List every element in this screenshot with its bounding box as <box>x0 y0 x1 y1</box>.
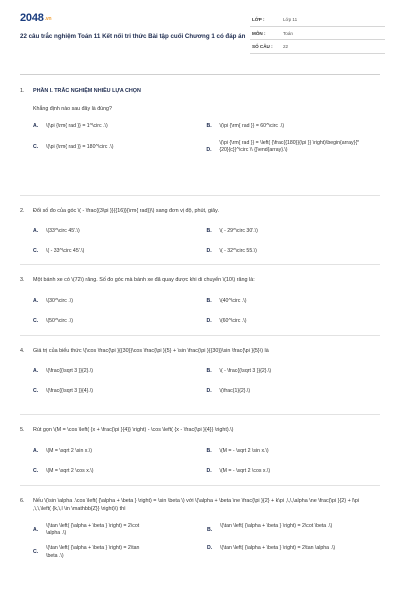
option-text: \(50^\circ .\) <box>46 317 73 324</box>
page-title: 22 câu trắc nghiệm Toán 11 Kết nối tri thức Bài tập cuối Chương 1 có đáp án <box>20 33 246 40</box>
option-a[interactable] <box>33 228 207 235</box>
question-stem: Một bánh xe có \(72\) răng. Số đo góc mà bánh xe đã quay được khi di chuyển \(10\) răng là: <box>33 277 255 283</box>
question-2 <box>20 196 380 264</box>
option-c[interactable] <box>33 388 207 395</box>
option-a[interactable] <box>33 523 207 537</box>
answer-options <box>20 368 380 395</box>
option-label: B. <box>206 447 212 454</box>
option-label: A. <box>33 527 39 533</box>
option-label: C. <box>33 549 39 556</box>
meta-value: Toán <box>283 30 293 36</box>
option-label: C. <box>33 144 39 151</box>
option-label: B. <box>206 123 212 129</box>
option-label: B. <box>206 367 212 374</box>
option-text: \(30^\circ .\) <box>46 297 73 304</box>
question-number: 5. <box>20 427 25 433</box>
site-logo[interactable]: 2048.vn <box>20 12 52 24</box>
option-b[interactable] <box>207 368 381 375</box>
option-row <box>33 298 380 305</box>
question-heading <box>20 277 380 285</box>
meta-row-grade <box>250 13 385 27</box>
option-text: \(\pi {\rm{ rad }} = 60^\circ .\) <box>219 123 285 129</box>
option-c[interactable] <box>33 140 206 154</box>
question-6 <box>20 486 380 560</box>
option-text: \(\tan \left( {\alpha + \beta } \right) = 2\cot \beta .\) <box>220 523 333 529</box>
option-text: \(\frac{{\sqrt 3 }}{4}.\) <box>46 387 94 394</box>
option-label: B. <box>206 297 212 304</box>
option-a[interactable] <box>33 298 207 305</box>
option-c[interactable] <box>33 468 207 475</box>
option-row <box>33 545 380 559</box>
option-a[interactable] <box>33 368 207 375</box>
option-text: \( - 33^\circ 45'.\) <box>46 247 85 254</box>
question-stem: Khẳng định nào sau đây là đúng? <box>33 105 112 112</box>
option-text: \(M = - \sqrt 2 \sin x.\) <box>219 447 269 454</box>
page-header <box>0 0 400 70</box>
option-b[interactable] <box>207 523 380 537</box>
question-number: 6. <box>20 498 25 504</box>
option-row <box>33 448 380 455</box>
option-text: \(\pi {\rm{ rad }} = 180^\circ .\) <box>46 144 114 151</box>
question-number: 3. <box>20 277 25 283</box>
question-stem: Rút gọn \(M = \cos \left( {x + \frac{\pi }{4}} \right) - \cos \left( {x - \frac{\pi }{4}} \right).\) <box>33 427 234 433</box>
meta-row-subject <box>250 27 385 41</box>
option-label: B. <box>207 527 213 533</box>
option-text: \( - \frac{{\sqrt 3 }}{2}.\) <box>219 367 272 374</box>
option-text: \(\pi {\rm{ rad }} = \left( {\frac{{180}}{\pi }} \right)\begin{array}{*{20}{c}}^\circ \\ {}\end{array}.\) <box>219 140 360 154</box>
option-label: C. <box>33 387 39 394</box>
option-text: \(40^\circ .\) <box>219 297 247 304</box>
option-text: \(\frac{{\sqrt 3 }}{2}.\) <box>46 367 94 374</box>
option-text: \(\tan \left( {\alpha + \beta } \right) = 2\tan \beta .\) <box>46 545 140 559</box>
meta-key: LỚP : <box>252 17 265 22</box>
question-number: 1. <box>20 88 25 94</box>
option-c[interactable] <box>33 545 207 559</box>
option-a[interactable] <box>33 123 207 130</box>
question-3 <box>20 265 380 335</box>
option-text: \(\pi {\rm{ rad }} = 1^\circ .\) <box>46 123 108 129</box>
option-label: D. <box>206 247 212 254</box>
question-5 <box>20 415 380 485</box>
option-label: C. <box>33 317 39 324</box>
answer-options <box>20 448 380 475</box>
question-stem: Đổi số đo của góc \( - \frac{{3\pi }}{{16}}{\rm{ rad}}\) sang đơn vị độ, phút, giây. <box>33 208 219 214</box>
answer-options <box>20 228 380 255</box>
header-divider <box>20 74 380 75</box>
option-label: A. <box>33 297 39 304</box>
option-b[interactable] <box>207 448 381 455</box>
option-label: D. <box>206 147 212 154</box>
question-4 <box>20 336 380 414</box>
option-text: \(33^\circ 45'.\) <box>46 227 80 234</box>
question-stem: Nếu \(\sin \alpha .\cos \left( {\alpha + \beta } \right) = \sin \beta \) với \(\alpha + \beta \ne \frac{\pi }{2} + k\pi ,\,\,\alpha \ne \frac{\pi }{2} + l\pi ,\,\,\left( {k,\,l \in \mathbb{Z}} \right)\) thì <box>33 498 360 512</box>
option-row <box>33 228 380 235</box>
option-row <box>33 318 380 325</box>
quiz-meta-table <box>250 13 385 54</box>
meta-key: SỐ CÂU : <box>252 44 273 49</box>
option-label: A. <box>33 447 39 454</box>
option-label: A. <box>33 227 39 234</box>
option-text: \(\tan \left( {\alpha + \beta } \right) = 2\cot \alpha .\) <box>46 523 140 537</box>
option-c[interactable] <box>33 248 207 255</box>
option-b[interactable] <box>207 298 381 305</box>
option-text: \( - 32^\circ 55.\) <box>219 247 257 254</box>
option-d[interactable] <box>207 248 381 255</box>
option-d[interactable] <box>207 388 381 395</box>
option-row <box>33 388 380 395</box>
question-heading <box>20 498 380 513</box>
option-label: B. <box>206 227 212 234</box>
option-label: C. <box>33 247 39 254</box>
meta-value: Lớp 11 <box>283 17 298 22</box>
meta-row-question-count <box>250 40 385 54</box>
question-stem: Giá trị của biểu thức \(\cos \frac{\pi }{{30}}\cos \frac{\pi }{5} + \sin \frac{\pi }{{30}}\sin \frac{\pi }{5}\) là <box>33 348 269 354</box>
option-label: A. <box>33 123 39 129</box>
option-row <box>33 368 380 375</box>
meta-value: 22 <box>283 44 289 49</box>
option-text: \(60^\circ .\) <box>219 317 247 324</box>
question-heading <box>20 348 380 356</box>
question-1 <box>20 88 380 195</box>
option-label: D. <box>207 545 213 552</box>
option-row <box>33 523 380 537</box>
option-label: A. <box>33 367 39 374</box>
answer-options <box>20 523 380 560</box>
option-text: \(M = \sqrt 2 \cos x.\) <box>46 467 94 474</box>
meta-key: MÔN : <box>252 30 266 36</box>
option-d[interactable] <box>207 468 381 475</box>
option-row <box>33 248 380 255</box>
option-text: \( - 29^\circ 30'.\) <box>219 227 258 234</box>
option-d[interactable] <box>207 318 381 325</box>
option-text: \(\tan \left( {\alpha + \beta } \right) = 2\tan \alpha .\) <box>220 545 336 552</box>
option-row <box>33 140 380 154</box>
answer-options <box>20 123 380 155</box>
option-text: \(M = \sqrt 2 \sin x.\) <box>46 447 92 454</box>
option-b[interactable] <box>207 228 381 235</box>
option-label: D. <box>206 387 212 394</box>
option-row <box>33 123 380 130</box>
option-c[interactable] <box>33 318 207 325</box>
option-text: \(\frac{1}{2}.\) <box>219 387 251 394</box>
question-number: 2. <box>20 208 25 214</box>
option-label: C. <box>33 467 39 474</box>
option-d[interactable] <box>207 545 380 559</box>
question-heading <box>20 208 380 216</box>
option-b[interactable] <box>207 123 381 130</box>
question-heading <box>20 88 380 96</box>
option-text: \(M = - \sqrt 2 \cos x.\) <box>219 467 271 474</box>
answer-options <box>20 298 380 325</box>
questions-list <box>20 88 380 560</box>
option-d[interactable] <box>206 140 380 154</box>
option-a[interactable] <box>33 448 207 455</box>
option-label: D. <box>206 317 212 324</box>
option-label: D. <box>206 467 212 474</box>
question-number: 4. <box>20 348 25 354</box>
question-heading <box>20 427 380 435</box>
option-row <box>33 468 380 475</box>
section-title: PHẦN I. TRẮC NGHIỆM NHIỀU LỰA CHỌN <box>33 88 141 94</box>
